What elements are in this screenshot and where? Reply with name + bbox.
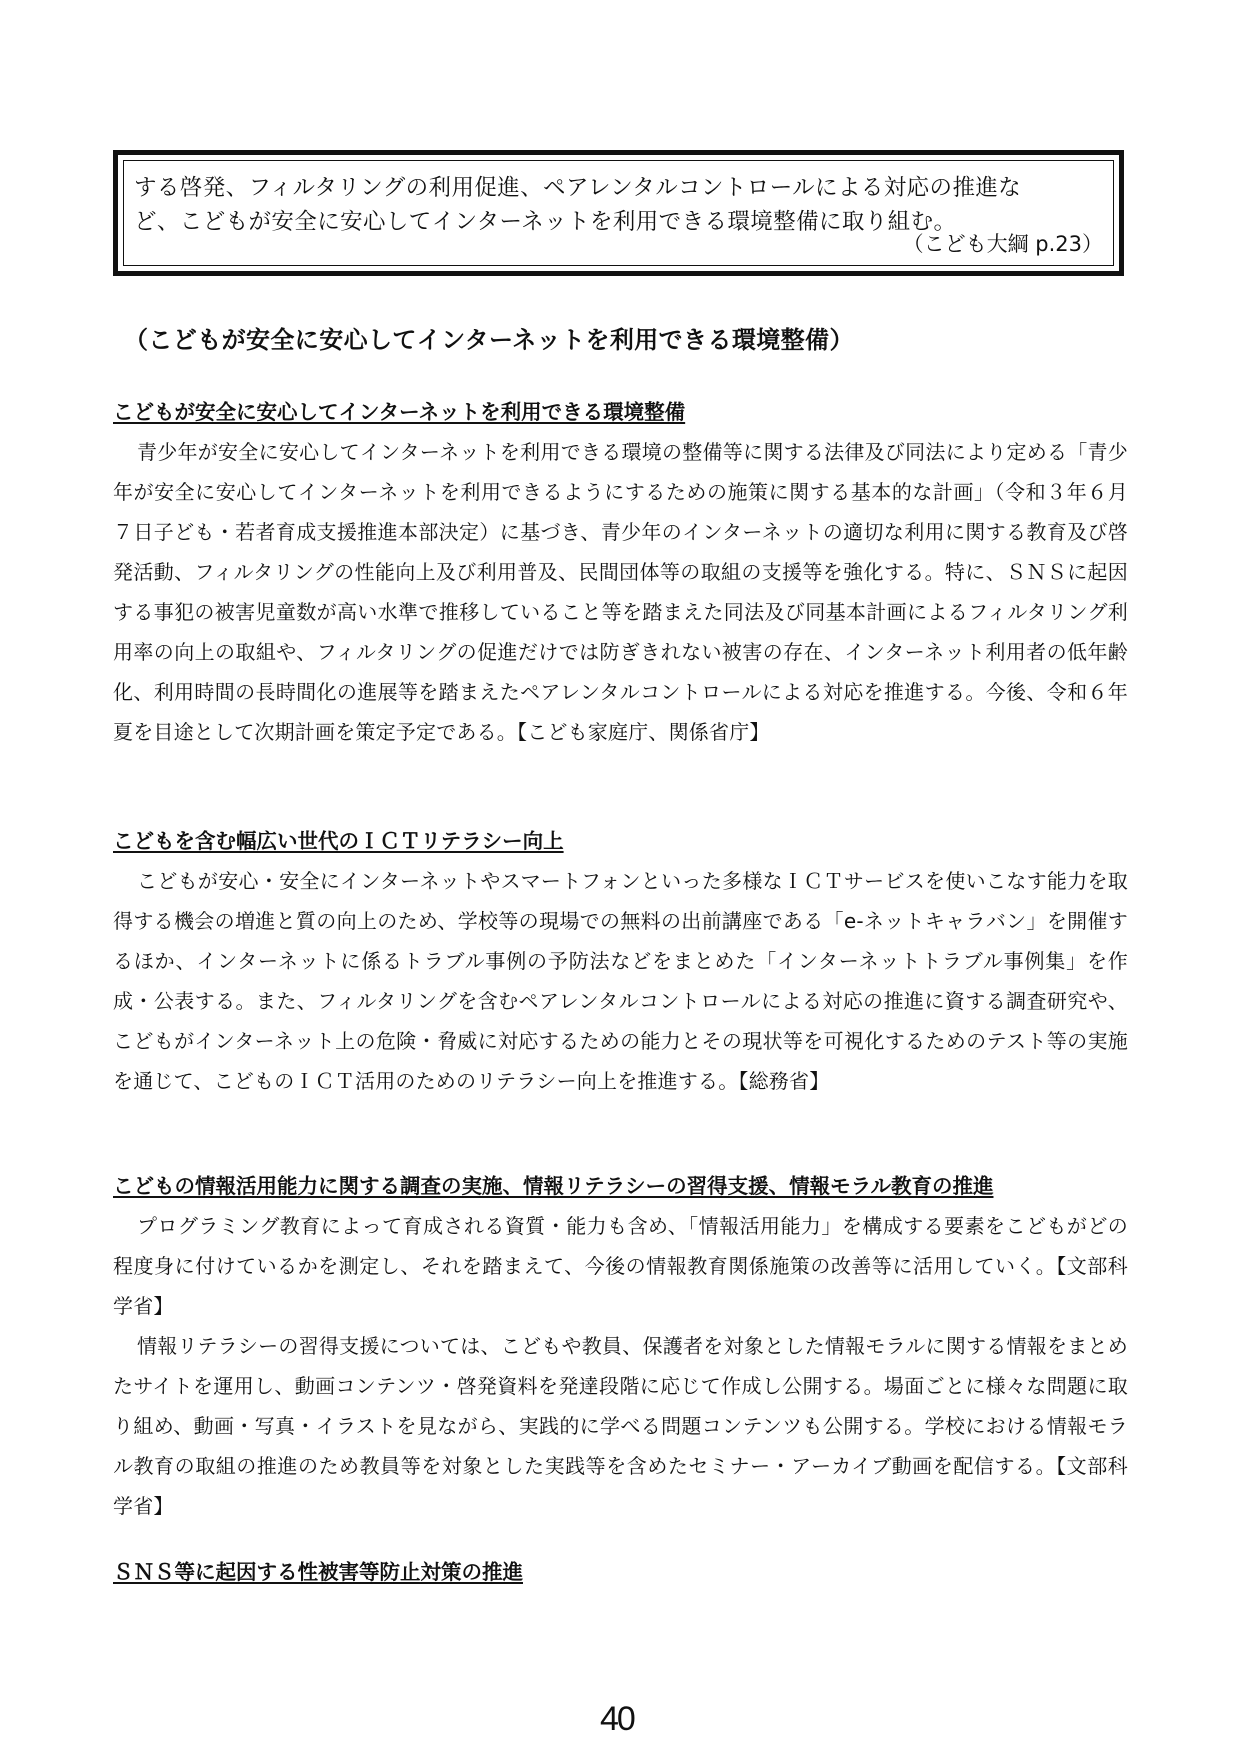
topic-paragraph: 青少年が安全に安心してインターネットを利用できる環境の整備等に関する法律及び同法により定める「青少年が安全に安心してインターネットを利用できるようにするための施策に関する基本的な計画」（令和３年６月７日子ども・若者育成支援推進本部決定）に基づき、青少年のインターネットの適切な利用に関する教育及び啓発活動、フィルタリングの性能向上及び利用普及、民間団体等の取組の支援等を強化する。特に、ＳＮＳに起因する事犯の被害児童数が高い水準で推移していること等を踏まえた同法及び同基本計画によるフィルタリング利用率の向上の取組や、フィルタリングの促進だけでは防ぎきれない被害の存在、インターネット利用者の低年齢化、利用時間の長時間化の進展等を踏まえたペアレンタルコントロールによる対応を推進する。今後、令和６年夏を目途として次期計画を策定予定である。【こども家庭庁、関係省庁】	[113, 440, 1128, 744]
topic-paragraph: プログラミング教育によって育成される資質・能力も含め、「情報活用能力」を構成する要素をこどもがどの程度身に付けているかを測定し、それを踏まえて、今後の情報教育関係施策の改善等に活用していく。【文部科学省】	[113, 1214, 1128, 1318]
topic-ict-literacy	[113, 827, 1128, 1101]
topic-title: こどもが安全に安心してインターネットを利用できる環境整備	[113, 400, 686, 424]
quote-line: する啓発、フィルタリングの利用促進、ペアレンタルコントロールによる対応の推進な	[134, 175, 1022, 201]
outline-quote-box	[113, 150, 1124, 276]
outline-quote-inner	[123, 160, 1114, 266]
section-heading: （こどもが安全に安心してインターネットを利用できる環境整備）	[124, 326, 854, 354]
quote-line: ど、こどもが安全に安心してインターネットを利用できる環境整備に取り組む。	[134, 209, 957, 235]
topic-title: こどもの情報活用能力に関する調査の実施、情報リテラシーの習得支援、情報モラル教育の推進	[113, 1174, 994, 1198]
topic-title: こどもを含む幅広い世代のＩＣＴリテラシー向上	[113, 829, 564, 853]
topic-environment	[113, 398, 1128, 752]
quote-source: （こども大綱 p.23）	[902, 232, 1103, 256]
topic-paragraph: 情報リテラシーの習得支援については、こどもや教員、保護者を対象とした情報モラルに関する情報をまとめたサイトを運用し、動画コンテンツ・啓発資料を発達段階に応じて作成し公開する。場面ごとに様々な問題に取り組め、動画・写真・イラストを見ながら、実践的に学べる問題コンテンツも公開する。学校における情報モラル教育の取組の推進のため教員等を対象とした実践等を含めたセミナー・アーカイブ動画を配信する。【文部科学省】	[113, 1334, 1128, 1518]
topic-paragraph: こどもが安心・安全にインターネットやスマートフォンといった多様なＩＣＴサービスを使いこなす能力を取得する機会の増進と質の向上のため、学校等の現場での無料の出前講座である「e-ネットキャラバン」を開催するほか、インターネットに係るトラブル事例の予防法などをまとめた「インターネットトラブル事例集」を作成・公表する。また、フィルタリングを含むペアレンタルコントロールによる対応の推進に資する調査研究や、こどもがインターネット上の危険・脅威に対応するための能力とその現状等を可視化するためのテスト等の実施を通じて、こどものＩＣＴ活用のためのリテラシー向上を推進する。【総務省】	[113, 869, 1128, 1093]
topic-information-moral	[113, 1172, 1128, 1526]
topic-sns-protection	[113, 1558, 1128, 1586]
page-number: 40	[600, 1700, 634, 1738]
topic-title: ＳＮＳ等に起因する性被害等防止対策の推進	[113, 1560, 523, 1584]
